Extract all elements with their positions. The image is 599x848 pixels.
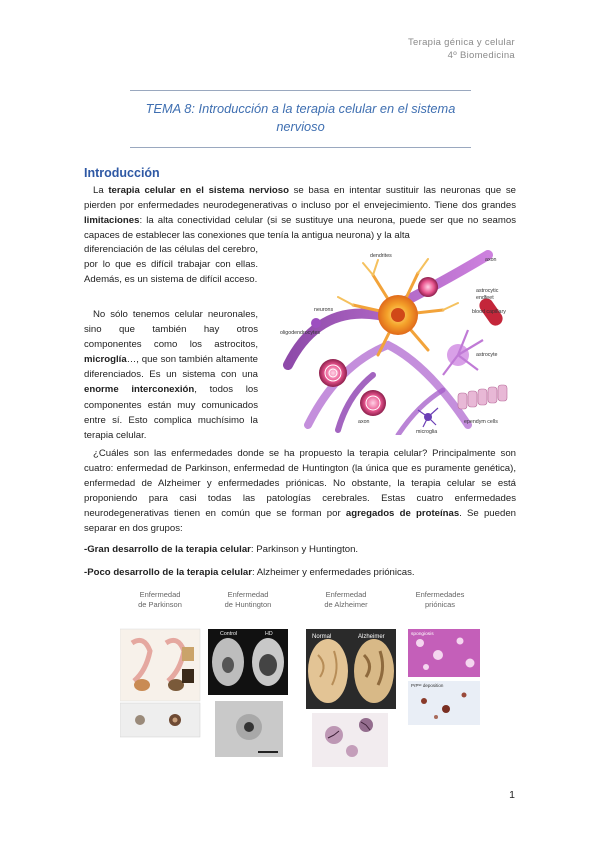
list-bold: -Gran desarrollo de la terapia celular: [84, 544, 251, 555]
header-degree: 4º Biomedicina: [447, 50, 515, 61]
list-text: : Alzheimer y enfermedades priónicas.: [251, 567, 415, 578]
text-run: . Se pueden separar en dos grupos:: [84, 508, 516, 535]
label-control: Control: [220, 631, 238, 637]
section-heading: Introducción: [84, 166, 160, 180]
list-item-great-development: [84, 542, 516, 557]
document-title: [130, 100, 471, 136]
title-line-1: TEMA 8: Introducción a la terapia celular en el sistema: [145, 101, 456, 116]
text-run: …, que son también altamente diferenciados. Es un sistema con una: [84, 354, 258, 381]
header-course: Terapia génica y celular: [407, 37, 515, 48]
diseases-figure: [120, 585, 490, 775]
caption-line: de Alzheimer: [324, 599, 368, 609]
paragraph-intro-continued: diferenciación de las células del cerebro, por lo que es difícil trabajar con ellas. Además, es un sistema de difícil acceso.: [84, 244, 258, 286]
caption-line: de Parkinson: [138, 599, 182, 609]
alzheimer-panel: [306, 629, 396, 767]
bold-run: agregados de proteínas: [345, 508, 460, 520]
caption-line: Enfermedad: [139, 590, 181, 599]
page-number: 1: [509, 789, 515, 801]
list-item-little-development: [84, 565, 516, 580]
caption-line: Enfermedades: [415, 590, 465, 599]
text-run: No sólo tenemos celular neuronales, sino que también hay otros componentes como los astrocitos,: [84, 309, 258, 351]
caption-line: Enfermedad: [227, 590, 269, 599]
label-astrocyte: astrocyte: [476, 352, 498, 358]
label-blood-capillary: blood capillary: [472, 309, 506, 315]
bold-run: terapia celular en el sistema nervioso: [108, 185, 289, 196]
bold-run: enorme interconexión: [84, 384, 195, 396]
huntington-panel: [208, 629, 288, 757]
bold-run: microglía: [84, 354, 127, 366]
caption-line: de Huntington: [224, 599, 272, 609]
text-run: , todos los componentes están muy comunicados entre sí. Esto complica muchísimo la terapia celular.: [84, 384, 258, 441]
label-axon-bottom: axon: [358, 419, 370, 425]
list-bold: -Poco desarrollo de la terapia celular: [84, 567, 252, 578]
title-rule-top: [130, 90, 471, 91]
paragraph-diseases: [84, 446, 516, 537]
label-astrocytic-1: astrocytic: [476, 288, 499, 294]
text-run: : la alta conectividad celular (si se sustituye una neurona, puede ser que no seamos capaces de establecer las conexiones que tenía la antigua neurona) y la alta: [84, 215, 516, 242]
label-neurons: neurons: [314, 307, 334, 313]
title-line-2: nervioso: [276, 119, 325, 134]
prion-panel: [408, 629, 480, 725]
running-header: [408, 36, 515, 62]
diseases-illustration: [120, 585, 490, 775]
label-hd: HD: [265, 631, 273, 637]
label-microglia: microglia: [416, 429, 438, 435]
list-text: : Parkinson y Huntington.: [250, 544, 359, 555]
bold-run: limitaciones: [84, 215, 140, 227]
label-astrocytic-2: endfeet: [476, 295, 494, 301]
label-axon-top: axon: [485, 257, 497, 263]
title-rule-bottom: [130, 147, 471, 148]
text-run: La: [93, 185, 109, 196]
label-ependym-cells: ependym cells: [464, 419, 498, 425]
paragraph-intro: [84, 183, 516, 243]
text-run: ¿Cuáles son las enfermedades donde se ha propuesto la terapia celular? Principalmente son cuatro: enfermedad de Parkinson, enfermedad de Huntington (la única que es puramente genética), enfermedad de Alzheimer y enfermedades priónicas. No obstante, la terapia celular se está proponiendo para casi todas las patologías cerebrales. Estas cuatro enfermedades neurodegenerativas tienen en común que se forman por: [84, 448, 516, 520]
caption-line: priónicas: [424, 599, 455, 609]
label-normal: Normal: [312, 634, 332, 640]
caption-line: Enfermedad: [325, 590, 367, 599]
label-prp-deposition: PrPˢᶜ deposition: [411, 683, 444, 688]
label-oligodendrocytes: oligodendrocytes: [280, 330, 321, 336]
label-alzheimer: Alzheimer: [358, 634, 385, 640]
cells-illustration: [278, 245, 516, 435]
label-dendrites: dendrites: [370, 253, 392, 259]
nervous-system-cells-figure: [278, 245, 516, 435]
parkinson-panel: [120, 629, 200, 737]
label-spongiosis: spongiosis: [411, 632, 434, 637]
text-run: se basa en intentar sustituir las neuronas que se pierden por enfermedades neurodegenerativas o incluso por el envejecimiento. Tiene dos grandes: [84, 185, 516, 212]
paragraph-components: [84, 307, 258, 443]
